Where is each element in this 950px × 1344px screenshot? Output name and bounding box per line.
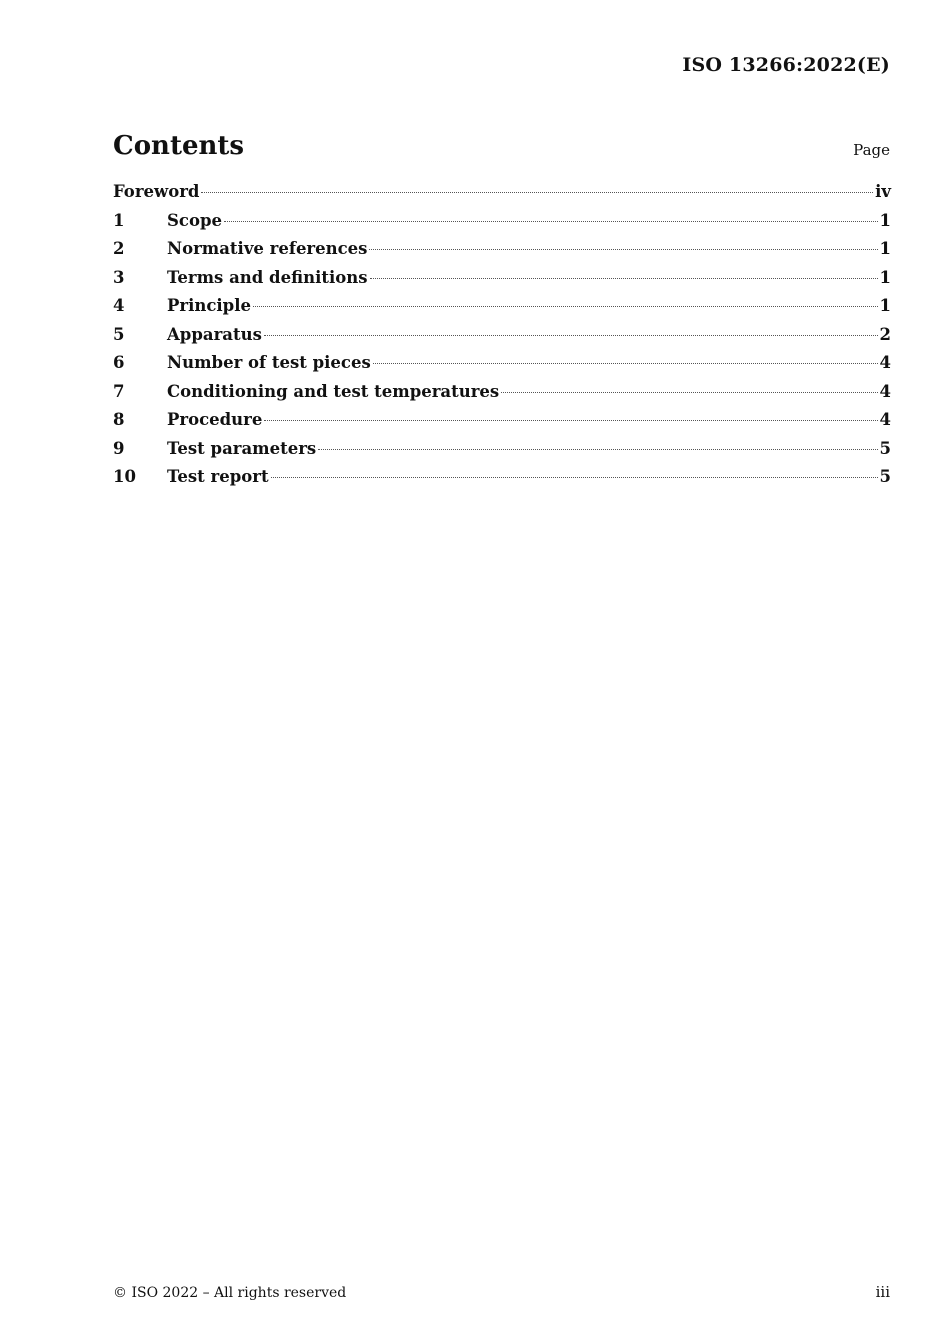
toc-dot-leader <box>264 335 878 336</box>
toc-entry-apparatus[interactable] <box>113 325 891 354</box>
toc-entry-title: Test parameters <box>167 438 317 458</box>
toc-entry-number: 8 <box>113 410 125 429</box>
page-column-label: Page <box>853 141 890 159</box>
toc-entry-foreword[interactable] <box>113 182 891 211</box>
copyright-notice: © ISO 2022 – All rights reserved <box>113 1285 347 1301</box>
toc-entry-number: 1 <box>113 210 125 230</box>
toc-entry-number: 6 <box>113 353 125 372</box>
toc-entry-page: iv <box>875 182 891 201</box>
toc-dot-leader <box>253 306 878 307</box>
toc-dot-leader <box>501 392 877 393</box>
toc-dot-leader <box>318 449 877 450</box>
toc-entry-title: Principle <box>167 296 251 315</box>
toc-dot-leader <box>271 477 878 478</box>
toc-dot-leader <box>201 192 873 193</box>
toc-entry-number: 7 <box>113 381 125 401</box>
toc-entry-page: 1 <box>879 239 891 258</box>
toc-entry-test-parameters[interactable] <box>113 439 891 468</box>
toc-entry-title: Test report <box>167 467 269 486</box>
toc-entry-number: 4 <box>113 296 125 315</box>
toc-dot-leader <box>370 278 878 279</box>
toc-entry-page: 5 <box>879 438 891 458</box>
toc-entry-page: 2 <box>879 324 891 344</box>
toc-entry-number: 3 <box>113 267 125 287</box>
toc-entry-title: Number of test pieces <box>167 353 371 372</box>
toc-entry-number: 10 <box>113 467 136 486</box>
toc-entry-procedure[interactable] <box>113 410 891 439</box>
toc-entry-page: 1 <box>879 210 891 230</box>
toc-entry-title: Procedure <box>167 410 263 429</box>
table-of-contents <box>113 182 891 496</box>
contents-heading: Contents <box>113 131 245 161</box>
toc-entry-title: Apparatus <box>167 324 262 344</box>
toc-entry-principle[interactable] <box>113 296 891 325</box>
toc-dot-leader <box>264 420 877 421</box>
toc-entry-normative-references[interactable] <box>113 239 891 268</box>
toc-entry-number: 9 <box>113 438 125 458</box>
toc-dot-leader <box>224 221 878 222</box>
toc-dot-leader <box>373 363 878 364</box>
toc-entry-page: 4 <box>879 410 891 429</box>
toc-dot-leader <box>369 249 877 250</box>
toc-entry-terms-and-definitions[interactable] <box>113 268 891 297</box>
toc-entry-scope[interactable] <box>113 211 891 240</box>
toc-entry-test-report[interactable] <box>113 467 891 496</box>
toc-entry-page: 4 <box>879 353 891 372</box>
toc-entry-page: 1 <box>879 296 891 315</box>
toc-entry-title: Foreword <box>113 182 200 201</box>
toc-entry-title: Normative references <box>167 239 368 258</box>
toc-entry-number-of-test-pieces[interactable] <box>113 353 891 382</box>
toc-entry-number: 5 <box>113 324 125 344</box>
toc-entry-title: Conditioning and test temperatures <box>167 381 500 401</box>
toc-entry-title: Terms and definitions <box>167 267 368 287</box>
document-id: ISO 13266:2022(E) <box>682 54 890 76</box>
page-number: iii <box>875 1283 890 1301</box>
toc-entry-page: 5 <box>879 467 891 486</box>
toc-entry-number: 2 <box>113 239 125 258</box>
toc-entry-page: 4 <box>879 381 891 401</box>
toc-entry-title: Scope <box>167 210 223 230</box>
toc-entry-conditioning[interactable] <box>113 382 891 411</box>
toc-entry-page: 1 <box>879 267 891 287</box>
